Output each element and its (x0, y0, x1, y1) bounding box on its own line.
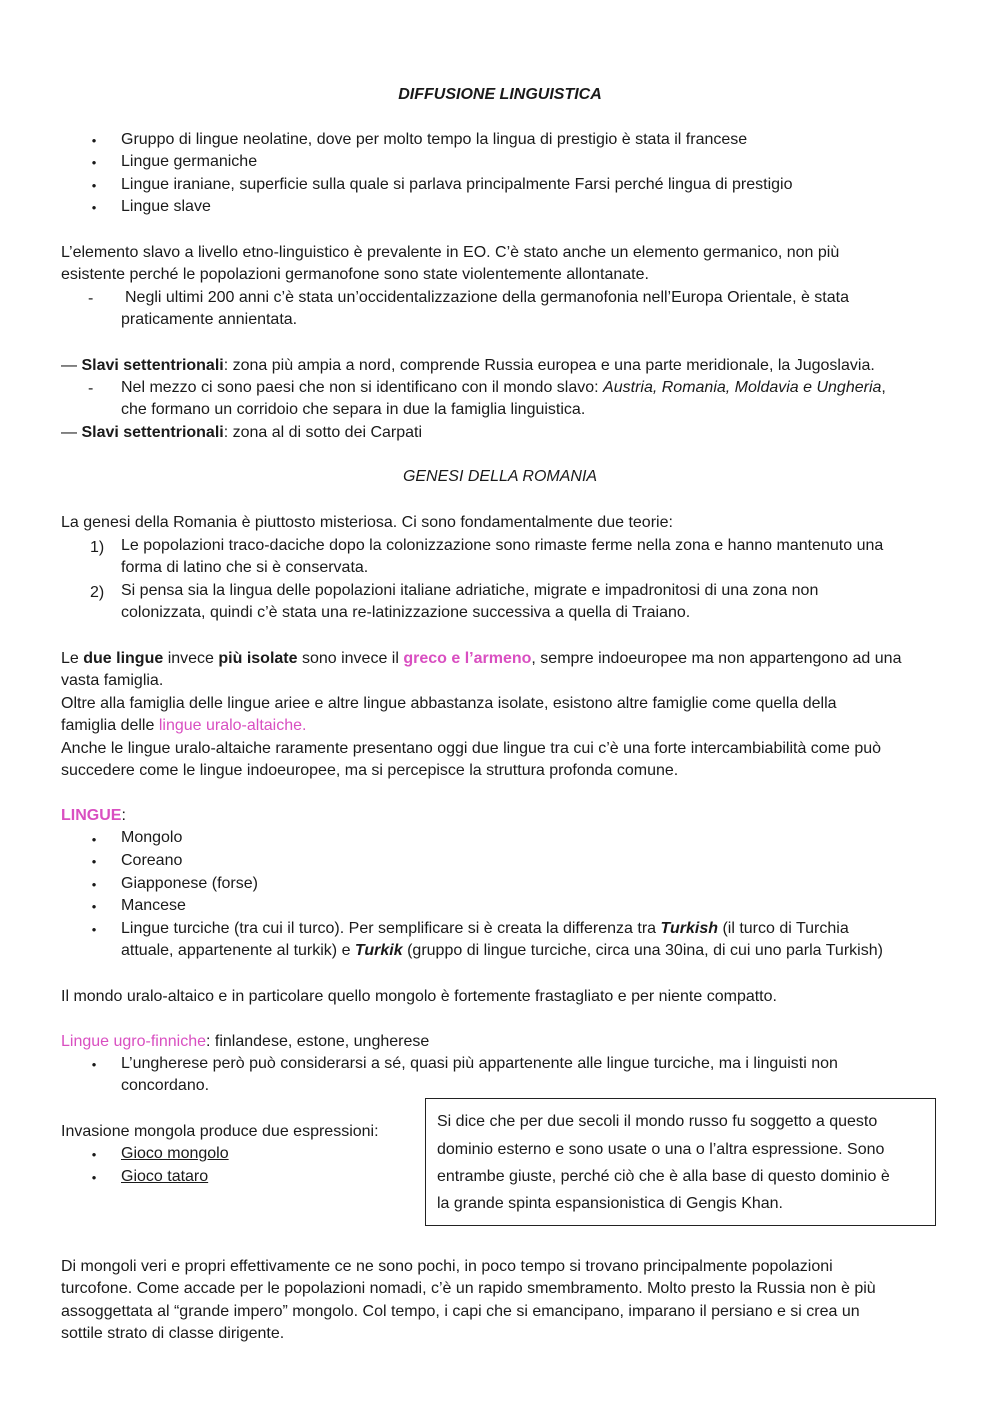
text-run: Le (61, 650, 84, 667)
bold-italic-run: Turkik (354, 942, 403, 959)
bold-run: più isolate (218, 650, 298, 667)
text-run: (gruppo di lingue turciche, circa una 30ina, di cui uno parla Turkish) (402, 942, 883, 959)
paragraph-line: Invasione mongola produce due espressioni: (61, 1123, 379, 1140)
paragraph-line (61, 715, 306, 737)
text-run: (il turco di Turchia (718, 920, 849, 937)
paragraph-line: Di mongoli veri e propri effettivamente ce ne sono pochi, in poco tempo si trovano principalmente popolazioni (61, 1258, 833, 1275)
paragraph-line: esistente perché le popolazioni germanofone sono state violentemente allontanate. (61, 266, 649, 283)
number-marker: 2) (90, 584, 105, 601)
paragraph-line: vasta famiglia. (61, 672, 164, 689)
bullet-marker: • (91, 899, 97, 914)
text-run: invece (163, 650, 219, 667)
slavi-text: : zona al di sotto dei Carpati (223, 424, 423, 441)
paragraph-line (61, 648, 901, 670)
bullet-marker: • (91, 1057, 97, 1072)
list-item: Lingue slave (121, 198, 211, 215)
document-title: DIFFUSIONE LINGUISTICA (398, 86, 602, 103)
dash-marker: - (88, 380, 94, 397)
list-item: Gioco tataro (121, 1168, 209, 1185)
list-item: Gruppo di lingue neolatine, dove per molto tempo la lingua di prestigio è stata il francese (121, 131, 748, 148)
section-subtitle: GENESI DELLA ROMANIA (402, 468, 598, 485)
text-run: : (121, 807, 126, 824)
slavi-heading: Slavi settentrionali (81, 357, 224, 374)
paragraph-line: Il mondo uralo-altaico e in particolare quello mongolo è fortemente frastagliato e per niente compatto. (61, 988, 777, 1005)
sub-item-text: , (881, 379, 886, 396)
lingue-heading (61, 805, 126, 827)
bullet-marker: • (91, 178, 97, 193)
slavi-line (61, 355, 875, 377)
sub-item-line (121, 377, 886, 399)
highlight-run: Lingue ugro-finniche (61, 1033, 206, 1050)
list-item: Mancese (121, 897, 186, 914)
paragraph-line: Oltre alla famiglia delle lingue ariee e altre lingue abbastanza isolate, esistono altre famiglie come quella della (61, 695, 837, 712)
dash-marker: - (88, 290, 94, 307)
paragraph-line: assoggettata al “grande impero” mongolo. Col tempo, i capi che si emancipano, imparano il persiano e si crea un (61, 1303, 860, 1320)
list-item: Lingue germaniche (121, 153, 258, 170)
list-item-continuation: concordano. (121, 1077, 210, 1094)
countries-italic: Austria, Romania, Moldavia e Ungheria (603, 379, 882, 396)
list-item: Coreano (121, 852, 183, 869)
bold-italic-run: Turkish (660, 920, 718, 937)
highlight-run: greco e l’armeno (403, 650, 532, 667)
numbered-item-line: colonizzata, quindi c’è stata una re-latinizzazione successiva a quella di Traiano. (121, 604, 691, 621)
number-marker: 1) (90, 539, 105, 556)
sub-item-line: che formano un corridoio che separa in due la famiglia linguistica. (121, 401, 586, 418)
bullet-marker: • (91, 1170, 97, 1185)
highlight-run: LINGUE (61, 807, 122, 824)
note-box (425, 1098, 936, 1226)
bullet-marker: • (91, 1147, 97, 1162)
text-run: Lingue turciche (tra cui il turco). Per semplificare si è creata la differenza tra (121, 920, 661, 937)
em-dash: — (61, 357, 77, 374)
paragraph-line: La genesi della Romania è piuttosto misteriosa. Ci sono fondamentalmente due teorie: (61, 514, 673, 531)
bullet-marker: • (91, 155, 97, 170)
sub-item-text: Nel mezzo ci sono paesi che non si identificano con il mondo slavo: (121, 379, 604, 396)
slavi-line (61, 422, 422, 444)
highlight-run: lingue uralo-altaiche. (158, 717, 307, 734)
slavi-text: : zona più ampia a nord, comprende Russia europea e una parte meridionale, la Jugoslavia. (223, 357, 875, 374)
bullet-marker: • (91, 200, 97, 215)
paragraph-line: Anche le lingue uralo-altaiche raramente presentano oggi due lingue tra cui c’è una forte intercambiabilità come può (61, 740, 882, 757)
paragraph-line: turcofone. Come accade per le popolazioni nomadi, c’è un rapido smembramento. Molto presto la Russia non è più (61, 1280, 876, 1297)
ugro-line (61, 1031, 429, 1053)
numbered-item-line: Le popolazioni traco-daciche dopo la colonizzazione sono rimaste ferme nella zona e hanno mantenuto una (121, 537, 884, 554)
em-dash: — (61, 424, 77, 441)
paragraph-line: sottile strato di classe dirigente. (61, 1325, 285, 1342)
text-run: : finlandese, estone, ungherese (206, 1033, 430, 1050)
note-line: dominio esterno e sono usate o una o l’altra espressione. Sono (437, 1141, 885, 1158)
bullet-marker: • (91, 877, 97, 892)
bullet-marker: • (91, 854, 97, 869)
slavi-heading: Slavi settentrionali (81, 424, 224, 441)
bullet-marker: • (91, 832, 97, 847)
list-item: Lingue iraniane, superficie sulla quale si parlava principalmente Farsi perché lingua di prestigio (121, 176, 793, 193)
list-item: L’ungherese però può considerarsi a sé, quasi più appartenente alle lingue turciche, ma i linguisti non (121, 1055, 838, 1072)
list-item: Gioco mongolo (121, 1145, 229, 1162)
numbered-item-line: Si pensa sia la lingua delle popolazioni italiane adriatiche, migrate e impadronitosi di una zona non (121, 582, 819, 599)
list-item: Mongolo (121, 829, 183, 846)
bold-run: due lingue (83, 650, 164, 667)
note-line: entrambe giuste, perché ciò che è alla base di questo dominio è (437, 1168, 890, 1185)
bullet-marker: • (91, 133, 97, 148)
paragraph-line: L’elemento slavo a livello etno-linguistico è prevalente in EO. C’è stato anche un elemento germanico, non più (61, 244, 840, 261)
text-run: , sempre indoeuropee ma non appartengono ad una (531, 650, 902, 667)
list-item (121, 918, 849, 940)
paragraph-line: succedere come le lingue indoeuropee, ma si percepisce la struttura profonda comune. (61, 762, 679, 779)
list-item: Giapponese (forse) (121, 875, 258, 892)
text-run: attuale, appartenente al turkik) e (121, 942, 355, 959)
bullet-marker: • (91, 922, 97, 937)
note-line: Si dice che per due secoli il mondo russo fu soggetto a questo (437, 1113, 878, 1130)
sub-item-line: praticamente annientata. (121, 311, 298, 328)
sub-item-line: Negli ultimi 200 anni c’è stata un’occidentalizzazione della germanofonia nell’Europa Orientale, è stata (125, 289, 849, 306)
text-run: sono invece il (297, 650, 404, 667)
text-run: famiglia delle (61, 717, 159, 734)
numbered-item-line: forma di latino che si è conservata. (121, 559, 369, 576)
list-item-continuation (121, 940, 883, 962)
note-line: la grande spinta espansionistica di Gengis Khan. (437, 1195, 783, 1212)
